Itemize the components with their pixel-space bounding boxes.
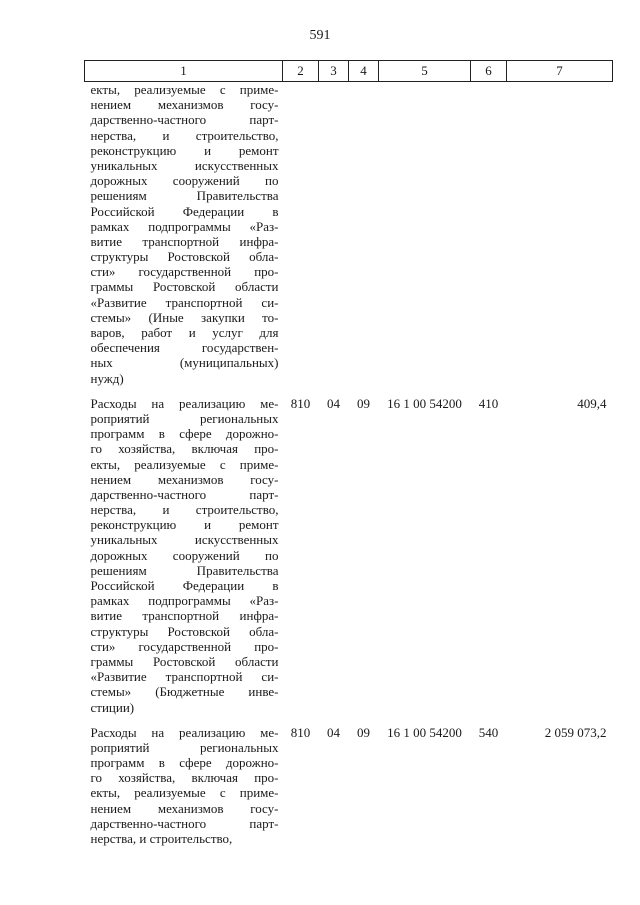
description-line: нением механизмов госу- [90,471,279,487]
column-number-row [85,61,613,82]
description-line: уникальных искусственных [90,157,279,173]
section-code: 04 [327,724,340,740]
description-line: дорожных сооружений по [90,173,279,189]
description-line: дарственно-частного парт- [90,112,279,128]
description-line: екты, реализуемые с приме- [90,785,279,801]
description-line: стемы» (Бюджетные инве- [90,684,279,700]
description-line: Расходы на реализацию ме- [90,724,279,740]
subsection-code: 09 [357,395,370,411]
expense-type-code: 540 [478,724,499,740]
description-line: Российской Федерации в [90,203,279,219]
subsection-code [349,82,379,386]
description-line: дарственно-частного парт- [90,815,279,831]
description-line: нерства, и строительство, [90,502,279,518]
expense-description [85,82,283,386]
description-line: витие транспортной инфра- [90,608,279,624]
description-line: сти» государственной про- [90,264,279,280]
description-line: нерства, и строительство, [90,127,279,143]
description-line: го хозяйства, включая про- [90,770,279,786]
description-line: программ в сфере дорожно- [90,426,279,442]
section-code: 04 [327,395,340,411]
column-header-5: 5 [379,61,471,82]
expense-description [85,386,283,715]
description-line: реконструкцию и ремонт [90,517,279,533]
expense-type-code [471,82,507,386]
description-line: витие транспортной инфра- [90,233,279,249]
table-body [85,82,613,847]
description-line: Российской Федерации в [90,578,279,593]
description-line: «Развитие транспортной си- [90,294,279,310]
column-header-3: 3 [319,61,349,82]
description-line: роприятий региональных [90,739,279,755]
description-line: рамках подпрограммы «Раз- [90,218,279,234]
target-article-code [379,82,471,386]
description-line: го хозяйства, включая про- [90,441,279,457]
column-header-6: 6 [471,61,507,82]
description-line: обеспечения государствен- [90,340,279,356]
description-line: нужд) [90,370,124,386]
column-header-4: 4 [349,61,379,82]
description-line: «Развитие транспортной си- [90,669,279,685]
description-line: граммы Ростовской области [90,653,279,669]
amount: 409,4 [577,395,607,411]
description-line: структуры Ростовской обла- [90,249,279,265]
description-line: сти» государственной про- [90,638,279,654]
description-line: стемы» (Иные закупки то- [90,309,279,325]
description-line: уникальных искусственных [90,532,279,548]
description-line: реконструкцию и ремонт [90,142,279,158]
description-line: ных (муниципальных) [90,355,279,371]
description-line: дарственно-частного парт- [90,486,279,502]
amount [507,82,613,386]
description-line: нением механизмов госу- [90,800,279,816]
description-line: структуры Ростовской обла- [90,623,279,639]
subsection-code: 09 [357,724,370,740]
budget-table [84,60,613,846]
ministry-code [283,82,319,386]
table-row [85,715,613,847]
expense-type-code: 410 [478,395,499,411]
page-number: 591 [309,28,331,43]
description-line: екты, реализуемые с приме- [90,82,279,97]
ministry-code: 810 [290,724,311,740]
description-line: екты, реализуемые с приме- [90,456,279,472]
table-row [85,386,613,715]
amount: 2 059 073,2 [544,724,607,740]
ministry-code: 810 [290,395,311,411]
description-line: нением механизмов госу- [90,97,279,113]
table-row [85,82,613,386]
description-line: решениям Правительства [90,562,279,578]
description-line: решениям Правительства [90,188,279,204]
description-line: роприятий региональных [90,410,279,426]
description-line: рамках подпрограммы «Раз- [90,593,279,609]
description-line: программ в сфере дорожно- [90,755,279,771]
column-header-1: 1 [85,61,283,82]
description-line: граммы Ростовской области [90,279,279,295]
target-article-code: 16 1 00 54200 [387,395,462,411]
target-article-code: 16 1 00 54200 [387,724,462,740]
description-line: дорожных сооружений по [90,547,279,563]
section-code [319,82,349,386]
description-line: нерства, и строительство, [90,831,233,846]
expense-description [85,715,283,847]
description-line: Расходы на реализацию ме- [90,395,279,411]
column-header-2: 2 [283,61,319,82]
description-line: варов, работ и услуг для [90,325,279,340]
description-line: стиции) [90,699,135,715]
column-header-7: 7 [507,61,613,82]
